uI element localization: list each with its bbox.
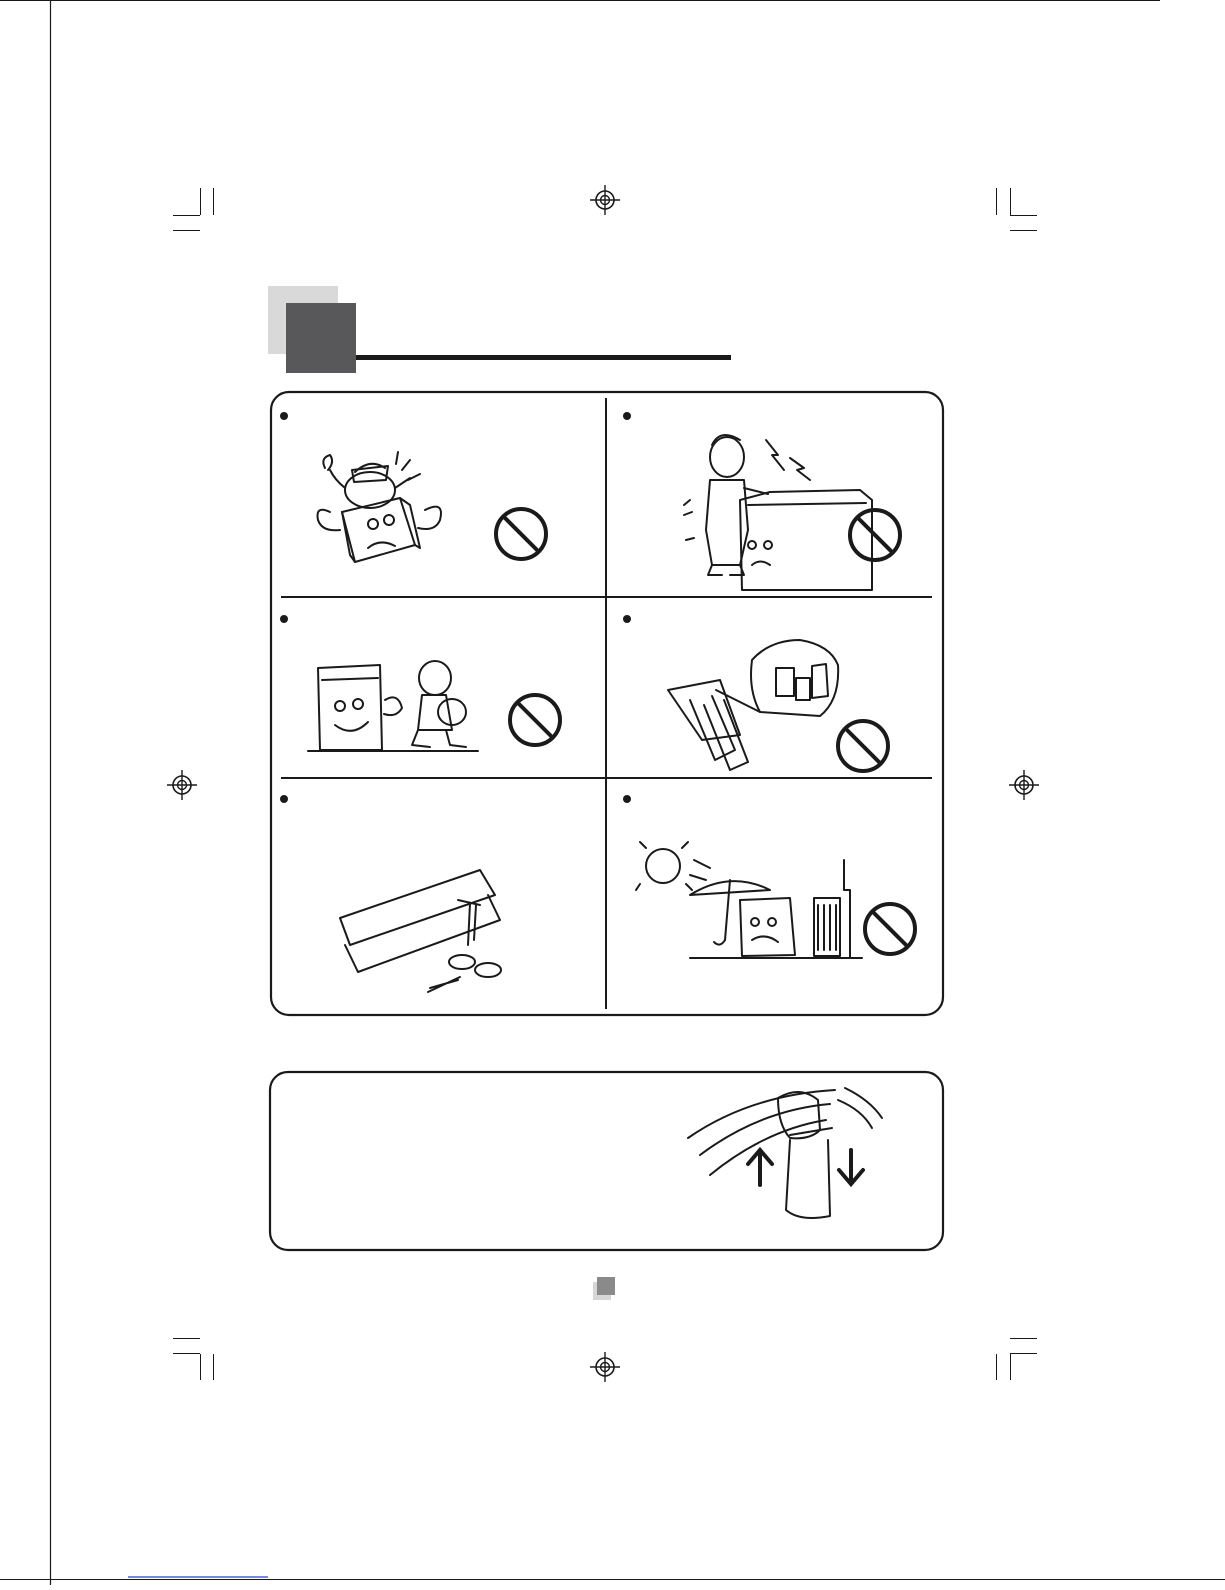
down-arrow-icon	[839, 1150, 863, 1184]
prohibition-icon	[865, 904, 915, 954]
bullet	[623, 615, 631, 623]
prohibition-icon	[496, 509, 546, 559]
section-heading	[268, 286, 731, 373]
empty-pockets-illustration	[340, 870, 501, 992]
man-touching-washer-illustration	[684, 435, 872, 590]
bullet	[280, 412, 288, 420]
tip-panel	[270, 1072, 943, 1250]
heading-block-dark	[286, 303, 356, 373]
bullet	[280, 615, 288, 623]
prohibition-icon	[510, 695, 560, 745]
crosshair-registration-icon	[590, 185, 620, 215]
crosshair-registration-icon	[590, 1352, 620, 1382]
child-near-washer-illustration	[308, 661, 478, 751]
up-arrow-icon	[748, 1150, 772, 1185]
warning-panel	[271, 392, 943, 1015]
prohibition-icon	[850, 510, 900, 560]
crosshair-registration-icon	[167, 770, 197, 800]
prohibition-icon	[838, 721, 888, 771]
clothes-with-chemicals-illustration	[668, 640, 838, 770]
bullet	[623, 795, 631, 803]
tip-panel-frame	[270, 1072, 943, 1250]
washer-sun-rain-heater-illustration	[636, 842, 862, 958]
page-number-square-icon	[593, 1277, 615, 1300]
heading-rule	[356, 355, 731, 360]
bullet	[280, 795, 288, 803]
bullet	[623, 412, 631, 420]
kettle-on-washer-illustration	[318, 452, 442, 562]
crosshair-registration-icon	[1009, 770, 1039, 800]
